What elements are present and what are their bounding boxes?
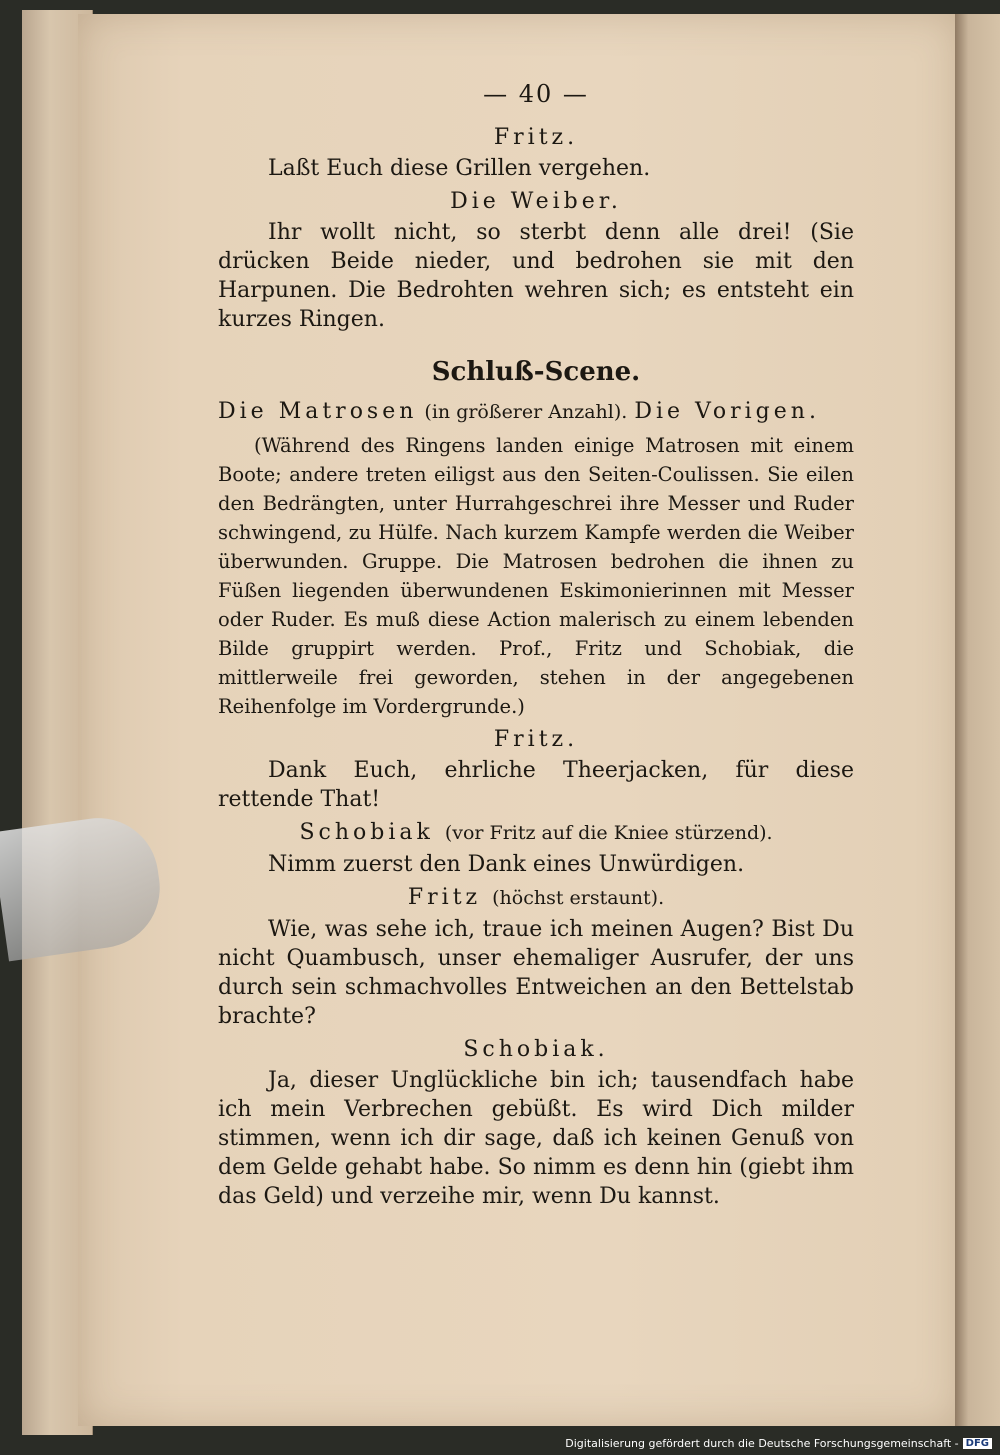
dialogue-line: Nimm zuerst den Dank eines Unwürdigen. [268, 852, 745, 877]
cast-note: (in größerer Anzahl). [424, 401, 628, 423]
speaker: Die Weiber. [450, 189, 622, 214]
speaker [218, 883, 854, 913]
speaker-name: Fritz. [493, 727, 579, 752]
speaker [218, 725, 854, 754]
footer-text: Digitalisierung gefördert durch die Deutsche Forschungsgemeinschaft - [565, 1436, 959, 1450]
stage-direction: (Während des Ringens landen einige Matrosen mit einem Boote; andere treten eiligst aus den Seiten-Coulissen. Sie eilen den Bedrängten, unter Hurrahgeschrei ihre Messer und Ruder schwingend, zu Hülfe. Nach kurzem Kampfe werden die Weiber überwunden. Gruppe. Die Matrosen bedrohen die ihnen zu Füßen liegenden überwundenen Eskimonierinnen mit Messer oder Ruder. Es muß diese Action malerisch zu einem lebenden Bilde gruppirt werden. Prof., Fritz und Schobiak, die mittlerweile frei geworden, stehen in der angegebenen Reihenfolge im Vordergrunde.) [218, 434, 854, 718]
dialogue-line: Laßt Euch diese Grillen vergehen. [268, 156, 651, 181]
scene-title: Schluß-Scene. [431, 357, 641, 387]
speaker-name: Schobiak [299, 820, 434, 845]
speaker [218, 1035, 854, 1064]
footer [565, 1435, 992, 1451]
cast-line [218, 397, 854, 427]
speaker-note: (höchst erstaunt). [492, 887, 665, 909]
dialogue-line: Wie, was sehe ich, traue ich meinen Augen? Bist Du nicht Quambusch, unser ehemaliger Ausrufer, der uns durch sein schmachvolles Entweichen an den Bettelstab brachte? [218, 917, 854, 1029]
right-page-edge [955, 14, 1000, 1426]
dialogue-line: Ja, dieser Unglückliche bin ich; tausendfach habe ich mein Verbrechen gebüßt. Es wird Dich milder stimmen, wenn ich dir sage, daß ich keinen Genuß von dem Gelde gehabt habe. So nimm es denn hin (giebt ihm das Geld) und verzeihe mir, wenn Du kannst. [218, 1068, 854, 1209]
speaker: Fritz. [493, 125, 579, 150]
page-text [218, 80, 854, 1211]
dialogue-line: Ihr wollt nicht, so sterbt denn alle drei! (Sie drücken Beide nieder, und bedrohen sie mit den Harpunen. Die Bedrohten wehren sich; es entsteht ein kurzes Ringen. [218, 220, 854, 332]
dfg-logo: DFG [963, 1438, 992, 1449]
dialogue-line: Dank Euch, ehrliche Theerjacken, für diese rettende That! [218, 758, 854, 812]
speaker-name: Fritz [407, 885, 482, 910]
cast-name: Die Matrosen [218, 399, 418, 424]
cast-name: Die Vorigen. [634, 399, 820, 424]
page-number: — 40 — [483, 80, 589, 108]
speaker [218, 818, 854, 848]
speaker-name: Schobiak. [463, 1037, 609, 1062]
speaker-note: (vor Fritz auf die Kniee stürzend). [444, 822, 773, 844]
